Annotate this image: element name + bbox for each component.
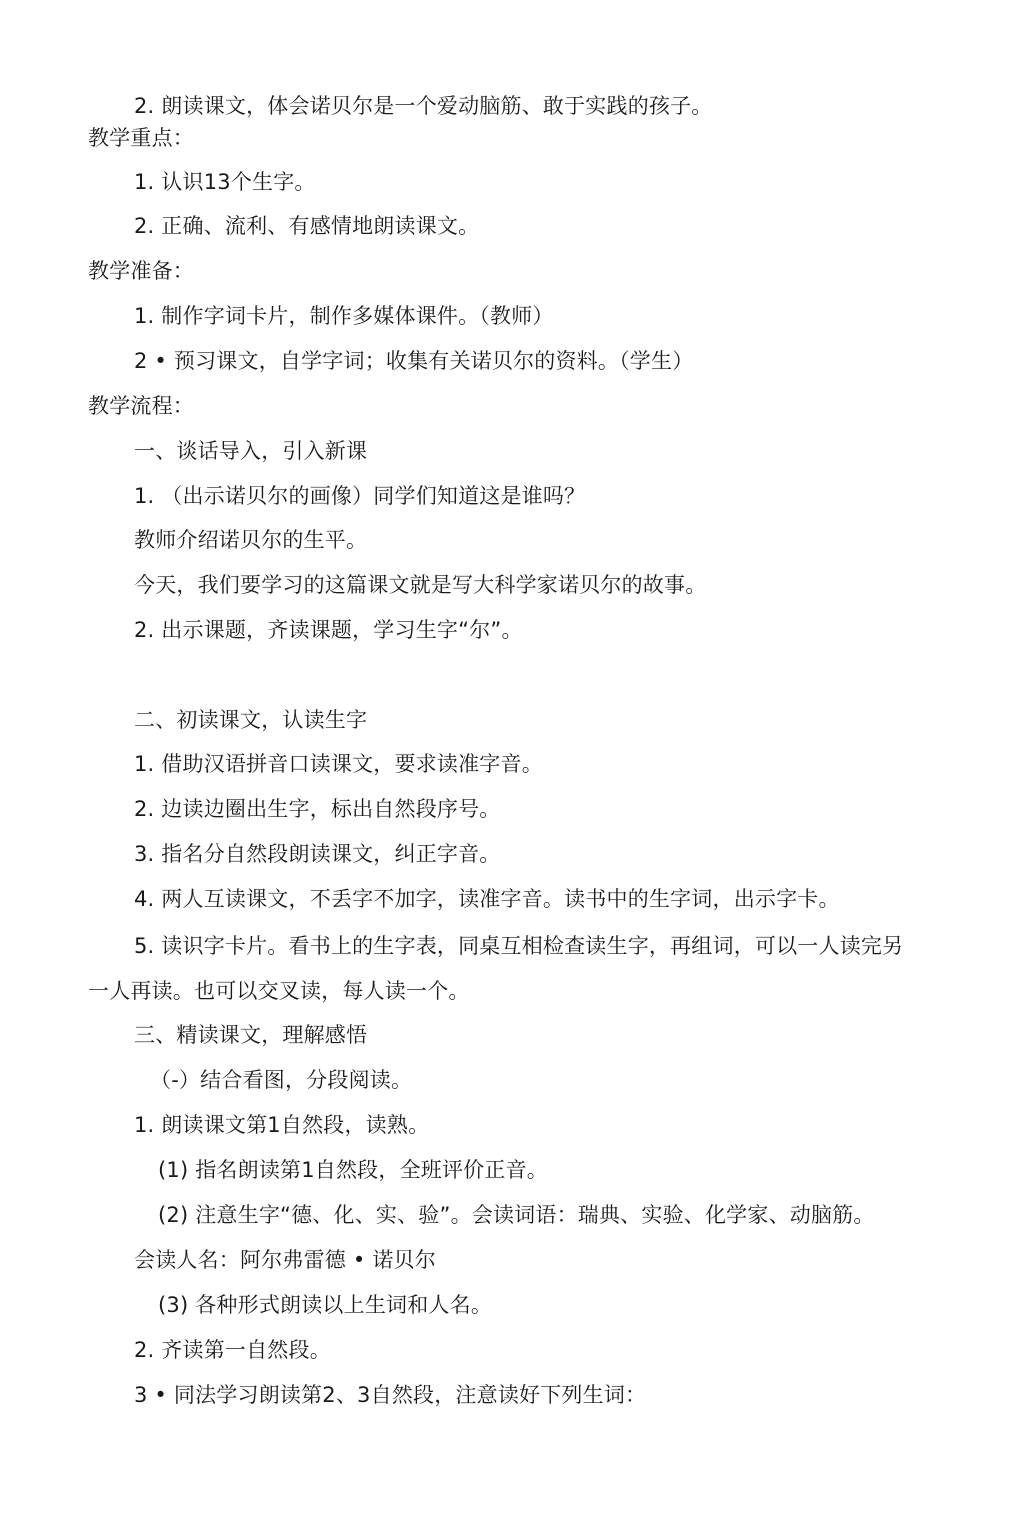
section-2-step-5: 5. 读识字卡片。看书上的生字表，同桌互相检查读生字，再组词，可以一人读完另 xyxy=(134,934,904,958)
section-3-step-3: 3 • 同法学习朗读第2、3自然段，注意读好下列生词： xyxy=(134,1383,647,1407)
section-3-step-1-3: (3) 各种形式朗读以上生词和人名。 xyxy=(158,1293,493,1317)
section-1-step-2: 2. 出示课题，齐读课题，学习生字“尔”。 xyxy=(134,618,523,642)
section-3-title: 三、精读课文，理解感悟 xyxy=(134,1023,368,1047)
section-1-note: 教师介绍诺贝尔的生平。 xyxy=(134,528,368,552)
section-2-step-4: 4. 两人互读课文，不丢字不加字，读准字音。读书中的生字词，出示字卡。 xyxy=(134,887,840,911)
key-point-1: 1. 认识13个生字。 xyxy=(134,170,316,194)
section-1-title: 一、谈话导入，引入新课 xyxy=(134,439,368,463)
section-2-step-2: 2. 边读边圈出生字，标出自然段序号。 xyxy=(134,797,501,821)
section-3-step-2: 2. 齐读第一自然段。 xyxy=(134,1338,331,1362)
section-1-step-1: 1. （出示诺贝尔的画像）同学们知道这是谁吗？ xyxy=(134,484,586,508)
section-1-intro: 今天，我们要学习的这篇课文就是写大科学家诺贝尔的故事。 xyxy=(134,573,707,597)
section-2-step-3: 3. 指名分自然段朗读课文，纠正字音。 xyxy=(134,842,501,866)
section-2-step-5-cont: 一人再读。也可以交叉读，每人读一个。 xyxy=(88,979,470,1003)
section-2-title: 二、初读课文，认读生字 xyxy=(134,708,368,732)
heading-process: 教学流程： xyxy=(88,394,194,418)
preparation-1: 1. 制作字词卡片，制作多媒体课件。（教师） xyxy=(134,304,554,328)
preparation-2: 2 • 预习课文，自学字词；收集有关诺贝尔的资料。（学生） xyxy=(134,349,694,373)
section-3-step-1: 1. 朗读课文第1自然段，读熟。 xyxy=(134,1113,430,1137)
section-3-sub-1: （-）结合看图，分段阅读。 xyxy=(150,1068,413,1092)
heading-key-points: 教学重点： xyxy=(88,126,194,150)
heading-preparation: 教学准备： xyxy=(88,259,194,283)
section-3-step-1-2: (2) 注意生字“德、化、实、验”。会读词语：瑞典、实验、化学家、动脑筋。 xyxy=(158,1203,875,1227)
section-3-names: 会读人名：阿尔弗雷德 • 诺贝尔 xyxy=(134,1248,436,1272)
section-2-step-1: 1. 借助汉语拼音口读课文，要求读准字音。 xyxy=(134,752,543,776)
section-3-step-1-1: (1) 指名朗读第1自然段，全班评价正音。 xyxy=(158,1158,548,1182)
key-point-2: 2. 正确、流利、有感情地朗读课文。 xyxy=(134,214,480,238)
objective-2-line: 2. 朗读课文，体会诺贝尔是一个爱动脑筋、敢于实践的孩子。 xyxy=(134,94,713,118)
